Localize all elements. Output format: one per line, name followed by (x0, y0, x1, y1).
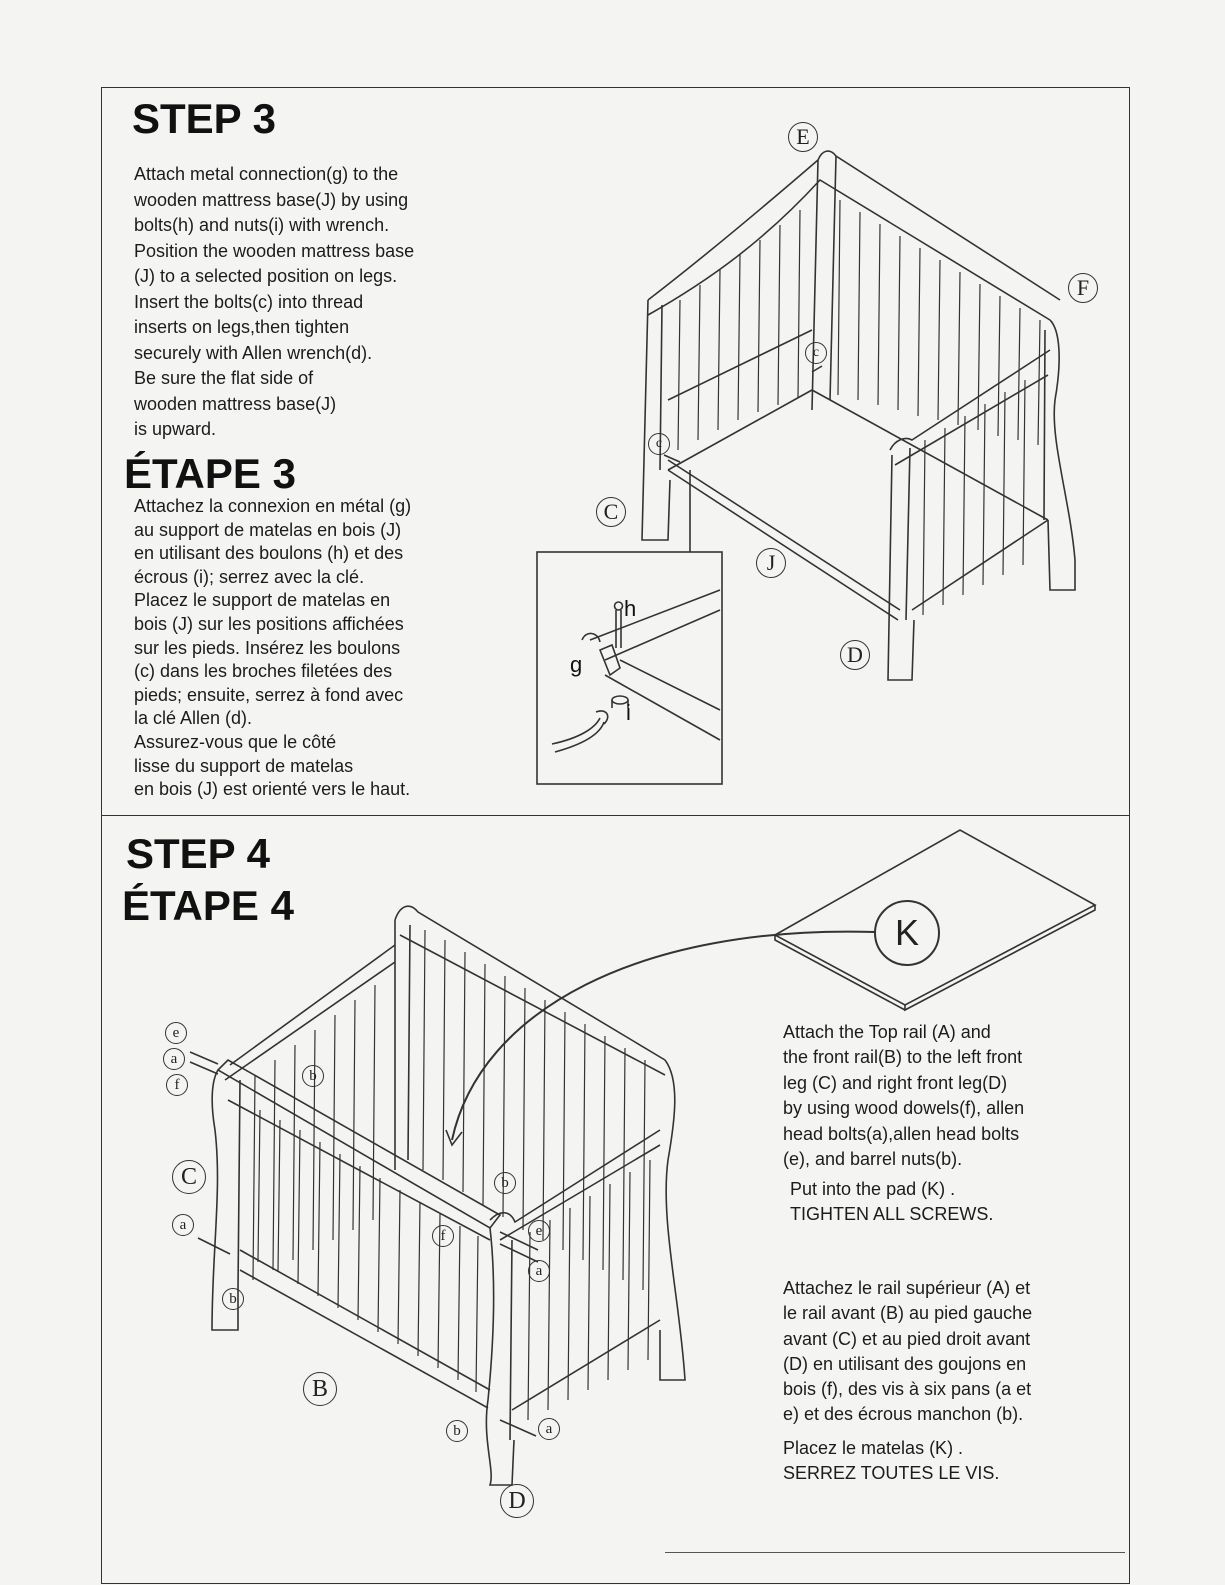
label-f-right: f (432, 1225, 454, 1247)
step3-heading: STEP 3 (132, 95, 276, 142)
s3fr-line: Assurez-vous que le côté (134, 731, 337, 752)
s4en2-line: TIGHTEN ALL SCREWS. (790, 1204, 994, 1224)
step4-heading: STEP 4 (126, 830, 270, 877)
s4en-line: the front rail(B) to the left front (783, 1047, 1023, 1068)
s4en-line: Attach the Top rail (A) and (783, 1022, 991, 1042)
bottom-rule (665, 1552, 1125, 1553)
s3en-line: Attach metal connection(g) to the (134, 164, 399, 184)
label-F: F (1068, 273, 1098, 303)
label-K: K (874, 900, 940, 966)
label-B: B (303, 1372, 337, 1406)
s3fr-line: Placez le support de matelas en (134, 590, 391, 611)
step4-heading-fr: ÉTAPE 4 (122, 882, 294, 929)
s4fr-line: e) et des écrous manchon (b). (783, 1404, 1024, 1425)
label-c-left: c (648, 433, 670, 455)
s4en2-line: Put into the pad (K) . (790, 1179, 956, 1199)
label-f-top: f (166, 1074, 188, 1096)
label-b-bottom: b (446, 1420, 468, 1442)
label-a-top: a (163, 1048, 185, 1070)
s3en-line: (J) to a selected position on legs. (134, 266, 398, 286)
s3fr-line: pieds; ensuite, serrez à fond avec (134, 684, 404, 705)
label-a-right: a (528, 1260, 550, 1282)
label-h: h (624, 596, 637, 621)
s4fr-line: bois (f), des vis à six pans (a et (783, 1379, 1032, 1400)
s4fr-line: Placez le matelas (K) . (783, 1437, 964, 1458)
s3fr-line: sur les pieds. Insérez les boulons (134, 637, 401, 658)
s4en-line: (e), and barrel nuts(b). (783, 1149, 963, 1170)
label-e-top: e (165, 1022, 187, 1044)
s4fr-line: avant (C) et au pied droit avant (783, 1328, 1031, 1349)
label-J: J (756, 548, 786, 578)
s3fr-line: lisse du support de matelas (134, 755, 354, 776)
label-C: C (596, 497, 626, 527)
label-C-step4: C (172, 1160, 206, 1194)
s3en-line: Be sure the flat side of (134, 368, 314, 388)
label-i: i (626, 700, 631, 725)
s4en-line: leg (C) and right front leg(D) (783, 1072, 1008, 1093)
label-b-right-top: b (494, 1172, 516, 1194)
label-g: g (570, 652, 583, 677)
s3fr-line: au support de matelas en bois (J) (134, 519, 402, 540)
s3fr-line: Attachez la connexion en métal (g) (134, 496, 412, 516)
s3fr-line: en utilisant des boulons (h) et des (134, 543, 404, 564)
label-e-right: e (528, 1220, 550, 1242)
s4en-line: by using wood dowels(f), allen (783, 1098, 1025, 1119)
s3en-line: Insert the bolts(c) into thread (134, 291, 364, 312)
label-E: E (788, 122, 818, 152)
s3en-line: is upward. (134, 419, 217, 439)
s3fr-line: en bois (J) est orienté vers le haut. (134, 779, 411, 800)
label-a-bottom: a (538, 1418, 560, 1440)
label-D-step4: D (500, 1484, 534, 1518)
s4fr-line: (D) en utilisant des goujons en (783, 1353, 1027, 1374)
s3en-line: securely with Allen wrench(d). (134, 342, 373, 363)
s3fr-line: bois (J) sur les positions affichées (134, 613, 404, 634)
s4en-line: head bolts(a),allen head bolts (783, 1123, 1020, 1144)
s3fr-line: (c) dans les broches filetées des (134, 661, 393, 682)
label-b-left: b (222, 1288, 244, 1310)
step3-heading-fr: ÉTAPE 3 (124, 450, 296, 497)
label-b-back: b (302, 1065, 324, 1087)
s4fr-line: Attachez le rail supérieur (A) et (783, 1278, 1031, 1298)
s3en-line: Position the wooden mattress base (134, 240, 415, 261)
s4fr-line: le rail avant (B) au pied gauche (783, 1303, 1033, 1324)
s3en-line: wooden mattress base(J) (134, 393, 337, 414)
s3en-line: inserts on legs,then tighten (134, 317, 350, 337)
s3fr-line: la clé Allen (d). (134, 708, 253, 729)
label-a-left: a (172, 1214, 194, 1236)
s3en-line: bolts(h) and nuts(i) with wrench. (134, 215, 390, 235)
s3en-line: wooden mattress base(J) by using (134, 189, 409, 210)
label-c-back: c (805, 342, 827, 364)
s4fr-line: SERREZ TOUTES LE VIS. (783, 1463, 1000, 1484)
label-D: D (840, 640, 870, 670)
s3fr-line: écrous (i); serrez avec la clé. (134, 566, 365, 587)
